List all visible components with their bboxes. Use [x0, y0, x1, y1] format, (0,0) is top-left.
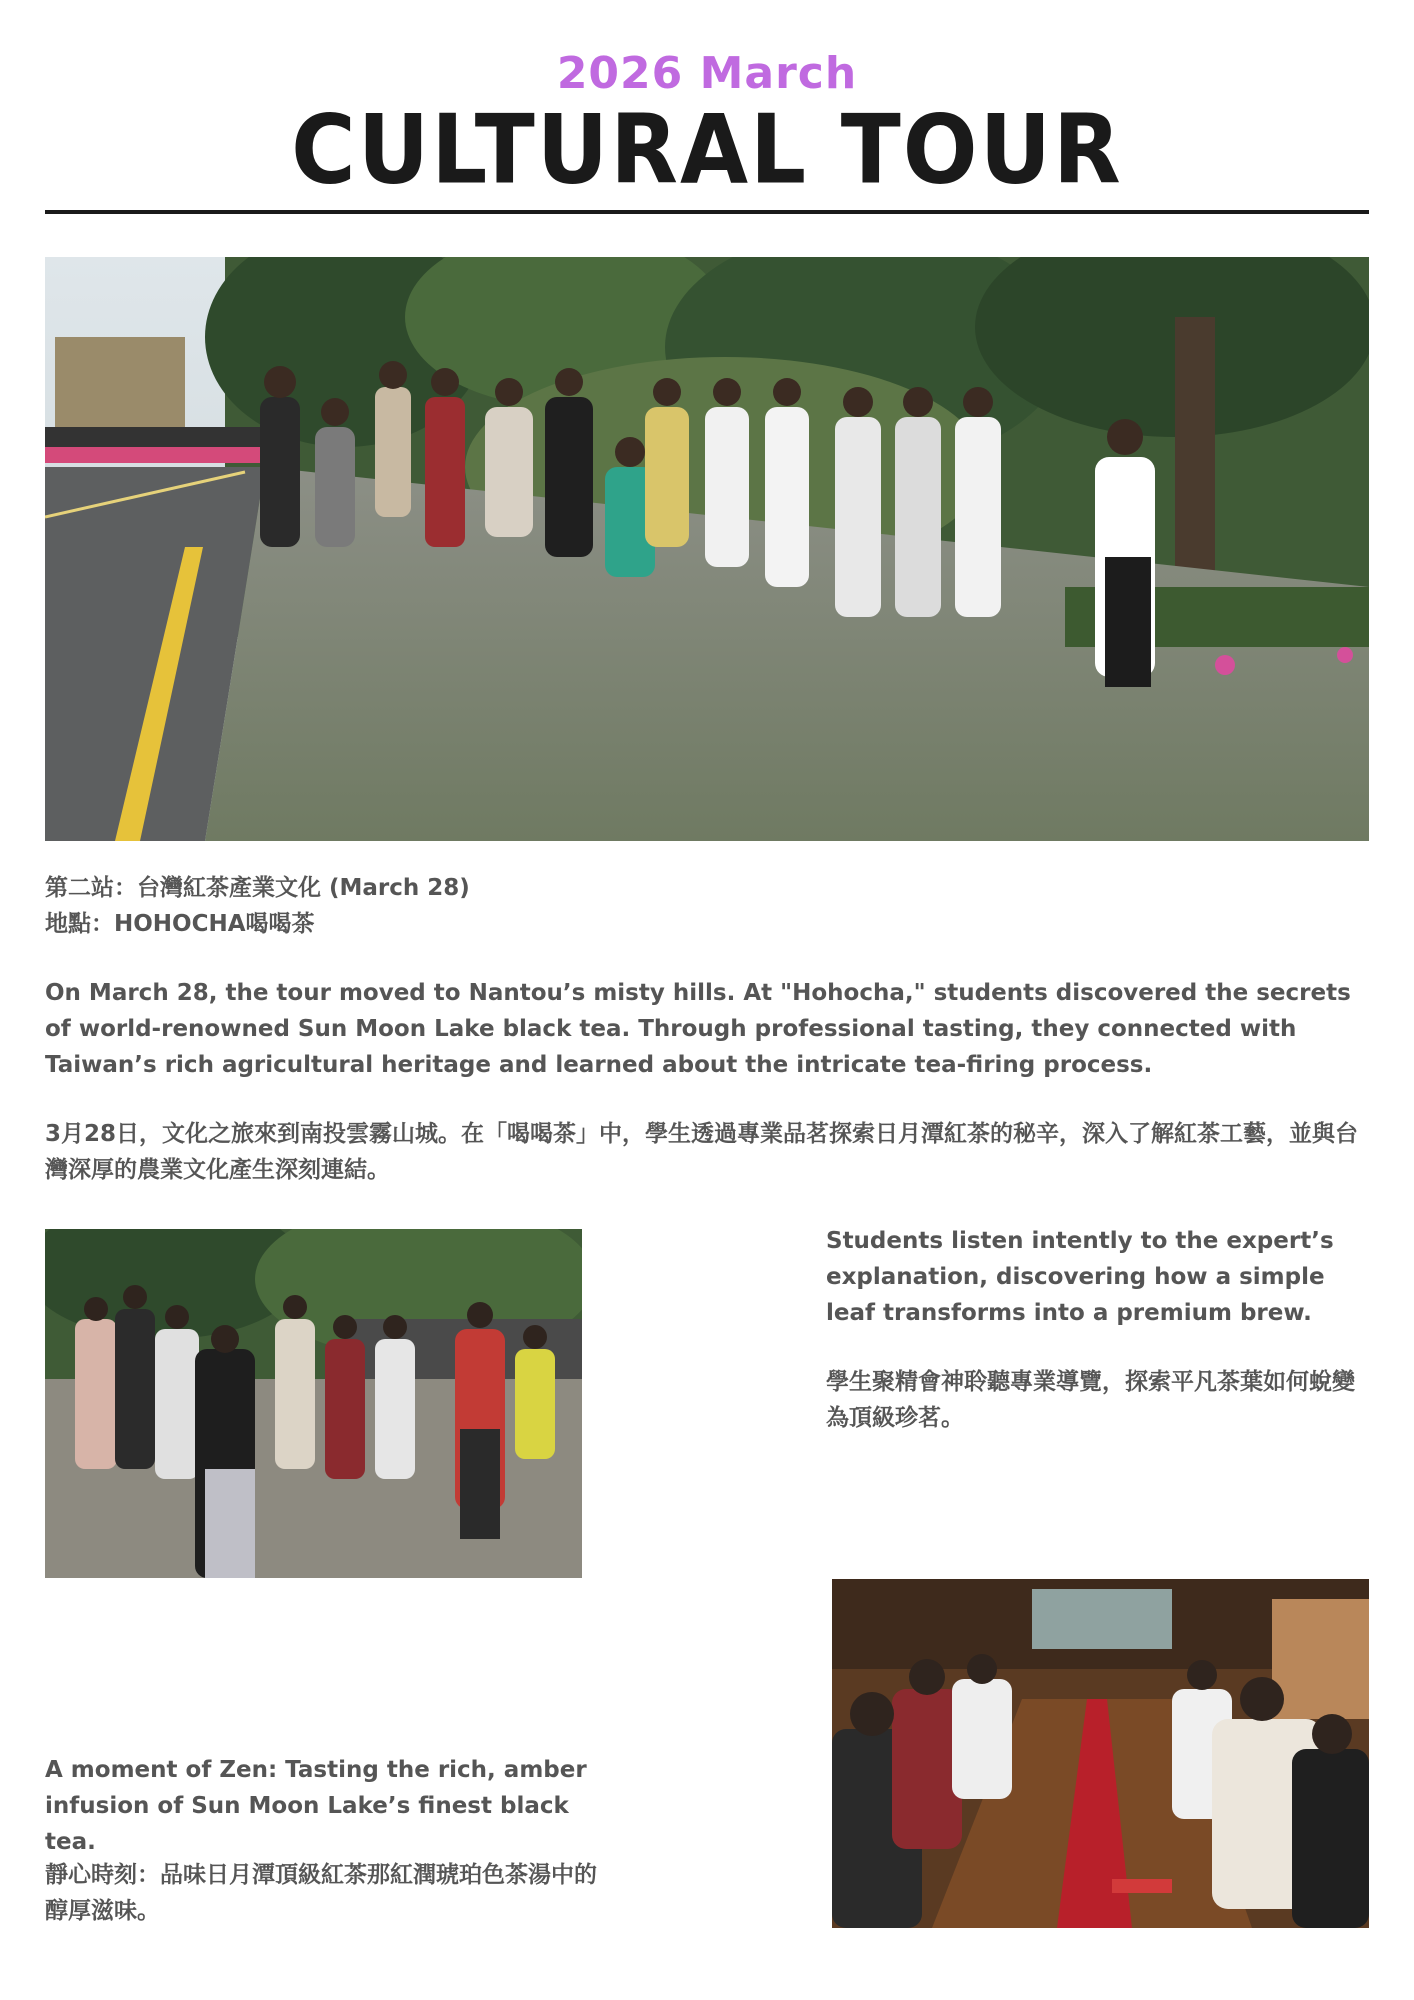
guide-caption-chinese: 學生聚精會神聆聽專業導覽，探索平凡茶葉如何蛻變為頂級珍茗。 — [826, 1369, 1355, 1431]
stop-title: 第二站：台灣紅茶產業文化 (March 28) — [45, 875, 470, 901]
tea-tasting-photo — [832, 1579, 1369, 1928]
group-photo — [45, 257, 1369, 841]
section-heading — [45, 870, 1045, 942]
page-title: CULTURAL TOUR — [291, 93, 1123, 206]
issue-date: 2026 March — [556, 48, 858, 99]
location: 地點：HOHOCHA喝喝茶 — [45, 911, 315, 937]
guide-photo — [45, 1229, 582, 1578]
intro-english: On March 28, the tour moved to Nantou’s misty hills. At "Hohocha," students discovered the secrets of world-renowned Sun Moon Lake black tea. Through professional tasting, they connected with Taiwan’s rich agricultural heritage and learned about the intricate tea-firing process. — [45, 980, 1351, 1078]
tasting-caption-english: A moment of Zen: Tasting the rich, amber infusion of Sun Moon Lake’s finest black tea. — [45, 1757, 587, 1855]
intro-chinese: 3月28日，文化之旅來到南投雲霧山城。在「喝喝茶」中，學生透過專業品茗探索日月潭紅茶的秘辛，深入了解紅茶工藝，並與台灣深厚的農業文化產生深刻連結。 — [45, 1121, 1359, 1183]
title-divider — [45, 210, 1369, 214]
tasting-caption-chinese: 靜心時刻：品味日月潭頂級紅茶那紅潤琥珀色茶湯中的醇厚滋味。 — [45, 1862, 597, 1924]
guide-caption-english: Students listen intently to the expert’s explanation, discovering how a simple leaf transforms into a premium brew. — [826, 1228, 1334, 1326]
